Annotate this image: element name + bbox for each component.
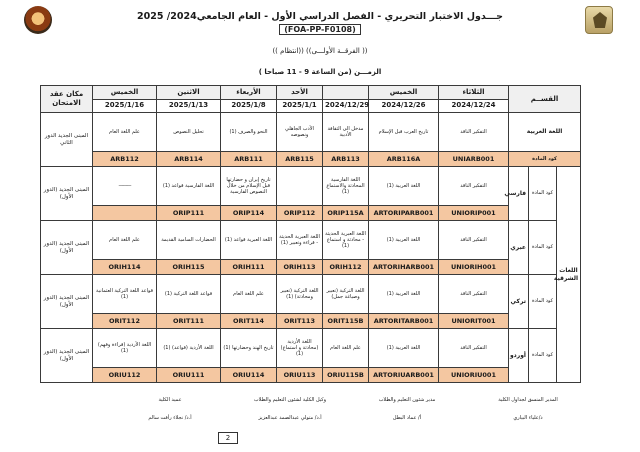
exam-place: المبنى الجديد (الدور الأول) <box>41 329 93 383</box>
course-cell: التفكير الناقد <box>439 329 509 368</box>
course-code: ORIT115B <box>323 314 369 329</box>
course-code: ARB111 <box>221 152 277 167</box>
course-cell: تاريخ الهند وحضارتها (1) <box>221 329 277 368</box>
course-cell: اللغة العربية (1) <box>369 167 439 206</box>
course-cell: اللغة العربية (1) <box>369 329 439 368</box>
course-code: ORIH115 <box>157 260 221 275</box>
course-cell: التفكير الناقد <box>439 275 509 314</box>
course-code: ORIP111 <box>157 206 221 221</box>
course-code: ORIU111 <box>157 368 221 383</box>
place-header: مكان عقد الامتحان <box>41 86 93 113</box>
department-group-label: اللغات الشرقية <box>557 167 581 383</box>
course-code: ORIH114 <box>93 260 157 275</box>
code-label: كود المادة <box>529 329 557 383</box>
date-header: 2024/12/29 <box>323 99 369 113</box>
course-code: ORIP112 <box>277 206 323 221</box>
exam-timetable <box>40 85 581 383</box>
course-cell: التفكير الناقد <box>439 221 509 260</box>
course-cell: اللغة الفارسية قواعد (1) <box>157 167 221 206</box>
course-cell: الحضارات السامية القديمة <box>157 221 221 260</box>
course-cell: اللغة الأردية (محادثة و استماع) (1) <box>277 329 323 368</box>
course-cell: اللغة العربية (1) <box>369 221 439 260</box>
course-code: ORIH113 <box>277 260 323 275</box>
course-code: ARB116A <box>369 152 439 167</box>
code-label: كود المادة <box>529 275 557 329</box>
department-name: اللغة العربية <box>509 113 581 152</box>
course-code: ORIT114 <box>221 314 277 329</box>
form-code-label: (FOA-PP-F0108) <box>279 24 361 35</box>
course-code: ORIU113 <box>277 368 323 383</box>
course-code: ARTORIUARB001 <box>369 368 439 383</box>
day-header: الثلاثاء <box>439 86 509 100</box>
course-code: UNIORIT001 <box>439 314 509 329</box>
course-cell: اللغة التركية (تعبير ومحادثة) (1) <box>277 275 323 314</box>
course-cell: الأدب الجاهلي ونصوصه <box>277 113 323 152</box>
exam-place: المبنى الجديد الدور الثاني <box>41 113 93 167</box>
course-code: ORIH112 <box>323 260 369 275</box>
level-label: (( الفرقــة الأولـــى)) ((انتظام )) <box>272 47 368 55</box>
director-name: أ/ عماد البطل <box>392 415 422 421</box>
course-code: UNIORIU001 <box>439 368 509 383</box>
course-code: UNIARB001 <box>439 152 509 167</box>
day-header <box>323 86 369 100</box>
time-slot-label: الزمـــن (من الساعة 9 - 11 صباحا ) <box>258 68 382 76</box>
code-label: كود المادة <box>509 152 581 167</box>
course-code: UNIORIH001 <box>439 260 509 275</box>
vice-dean-title: وكيل الكلية لشئون التعليم والطلاب <box>253 397 327 403</box>
dean-title: عميد الكلية <box>158 397 182 403</box>
course-code: ORIP115A <box>323 206 369 221</box>
code-label: كود المادة <box>529 167 557 221</box>
day-header: الاثنين <box>157 86 221 100</box>
department-name: فارسي <box>509 167 529 221</box>
course-cell: التفكير الناقد <box>439 113 509 152</box>
course-cell: اللغة الفارسية المحادثة والاستماع (1) <box>323 167 369 206</box>
course-cell: اللغة العبرية قواعد (1) <box>221 221 277 260</box>
director-title: مدير شئون التعليم والطلاب <box>378 397 436 403</box>
department-name: تركي <box>509 275 529 329</box>
exam-place: المبنى الجديد (الدور الأول) <box>41 167 93 221</box>
course-code: ORIH111 <box>221 260 277 275</box>
department-header: القســم <box>509 86 581 113</box>
course-cell: قواعد اللغة التركية (1) <box>157 275 221 314</box>
course-cell: تاريخ العرب قبل الإسلام <box>369 113 439 152</box>
course-code: ARTORIPARB001 <box>369 206 439 221</box>
date-header: 2024/12/26 <box>369 99 439 113</box>
coordinator-title: المدير المنسق لجداول الكلية <box>498 397 558 403</box>
course-cell: علم اللغة العام <box>93 221 157 260</box>
course-cell: علم اللغة العام <box>323 329 369 368</box>
course-code: ORIU112 <box>93 368 157 383</box>
day-header: الخميس <box>93 86 157 100</box>
page-number: 2 <box>218 432 238 444</box>
department-name: عبري <box>509 221 529 275</box>
course-code: ARTORITARB001 <box>369 314 439 329</box>
course-cell: اللغة الأردية (قواعد) (1) <box>157 329 221 368</box>
course-code: ORIT112 <box>93 314 157 329</box>
exam-place: المبنى الجديد (الدور الأول) <box>41 221 93 275</box>
form-code <box>0 25 640 34</box>
course-cell: تحليل النصوص <box>157 113 221 152</box>
course-cell: اللغة الأردية (قراءة وفهم) (1) <box>93 329 157 368</box>
course-cell: علم اللغة العام <box>221 275 277 314</box>
course-code: ORIP114 <box>221 206 277 221</box>
course-cell: اللغة التركية (تعبير وصياغة جمل) <box>323 275 369 314</box>
date-header: 2025/1/8 <box>221 99 277 113</box>
date-header: 2025/1/13 <box>157 99 221 113</box>
day-header: الخميس <box>369 86 439 100</box>
course-code: ARB113 <box>323 152 369 167</box>
course-cell: علم اللغة العام <box>93 113 157 152</box>
dean-name: أ.د/ نجلاء رأفت سالم <box>148 415 192 421</box>
course-code: ARB114 <box>157 152 221 167</box>
course-cell: اللغة العبرية الحديثة - قراءة وتعبير (1) <box>277 221 323 260</box>
course-code: ORIU114 <box>221 368 277 383</box>
date-header: 2025/1/16 <box>93 99 157 113</box>
course-cell <box>277 167 323 206</box>
course-code: ORIT111 <box>157 314 221 329</box>
course-cell: اللغة العبرية الحديثة - محادثة و استماع (1) <box>323 221 369 260</box>
page-title: جـــدول الاختبار التحريري - الفصل الدراسي الأول - العام الجامعي2024/ 2025 <box>137 11 503 22</box>
department-name: أوردو <box>509 329 529 383</box>
course-code: ARTORIHARB001 <box>369 260 439 275</box>
course-cell: ——— <box>93 167 157 206</box>
course-code: ARB112 <box>93 152 157 167</box>
course-cell: مدخل الى الثقافة الأدبية <box>323 113 369 152</box>
course-cell: التفكير الناقد <box>439 167 509 206</box>
date-header: 2025/1/1 <box>277 99 323 113</box>
code-label: كود المادة <box>529 221 557 275</box>
course-code: ORIU115B <box>323 368 369 383</box>
course-code <box>93 206 157 221</box>
course-cell: اللغة العربية (1) <box>369 275 439 314</box>
day-header: الأربعاء <box>221 86 277 100</box>
course-cell: قواعد اللغة التركية العثمانية (1) <box>93 275 157 314</box>
course-code: ARB115 <box>277 152 323 167</box>
course-code: ORIT113 <box>277 314 323 329</box>
date-header: 2024/12/24 <box>439 99 509 113</box>
vice-dean-name: أ.د/ متولي عبدالصمد عبدالعزيز <box>258 415 322 421</box>
course-cell: النحو والصرف (1) <box>221 113 277 152</box>
course-cell: تاريخ إيران و حضارتها قبل الإسلام من خلال النصوص الفارسية <box>221 167 277 206</box>
exam-place: المبنى الجديد (الدور الأول) <box>41 275 93 329</box>
course-code: UNIORIP001 <box>439 206 509 221</box>
coordinator-name: د/علياء البياري <box>513 415 543 421</box>
day-header: الأحد <box>277 86 323 100</box>
